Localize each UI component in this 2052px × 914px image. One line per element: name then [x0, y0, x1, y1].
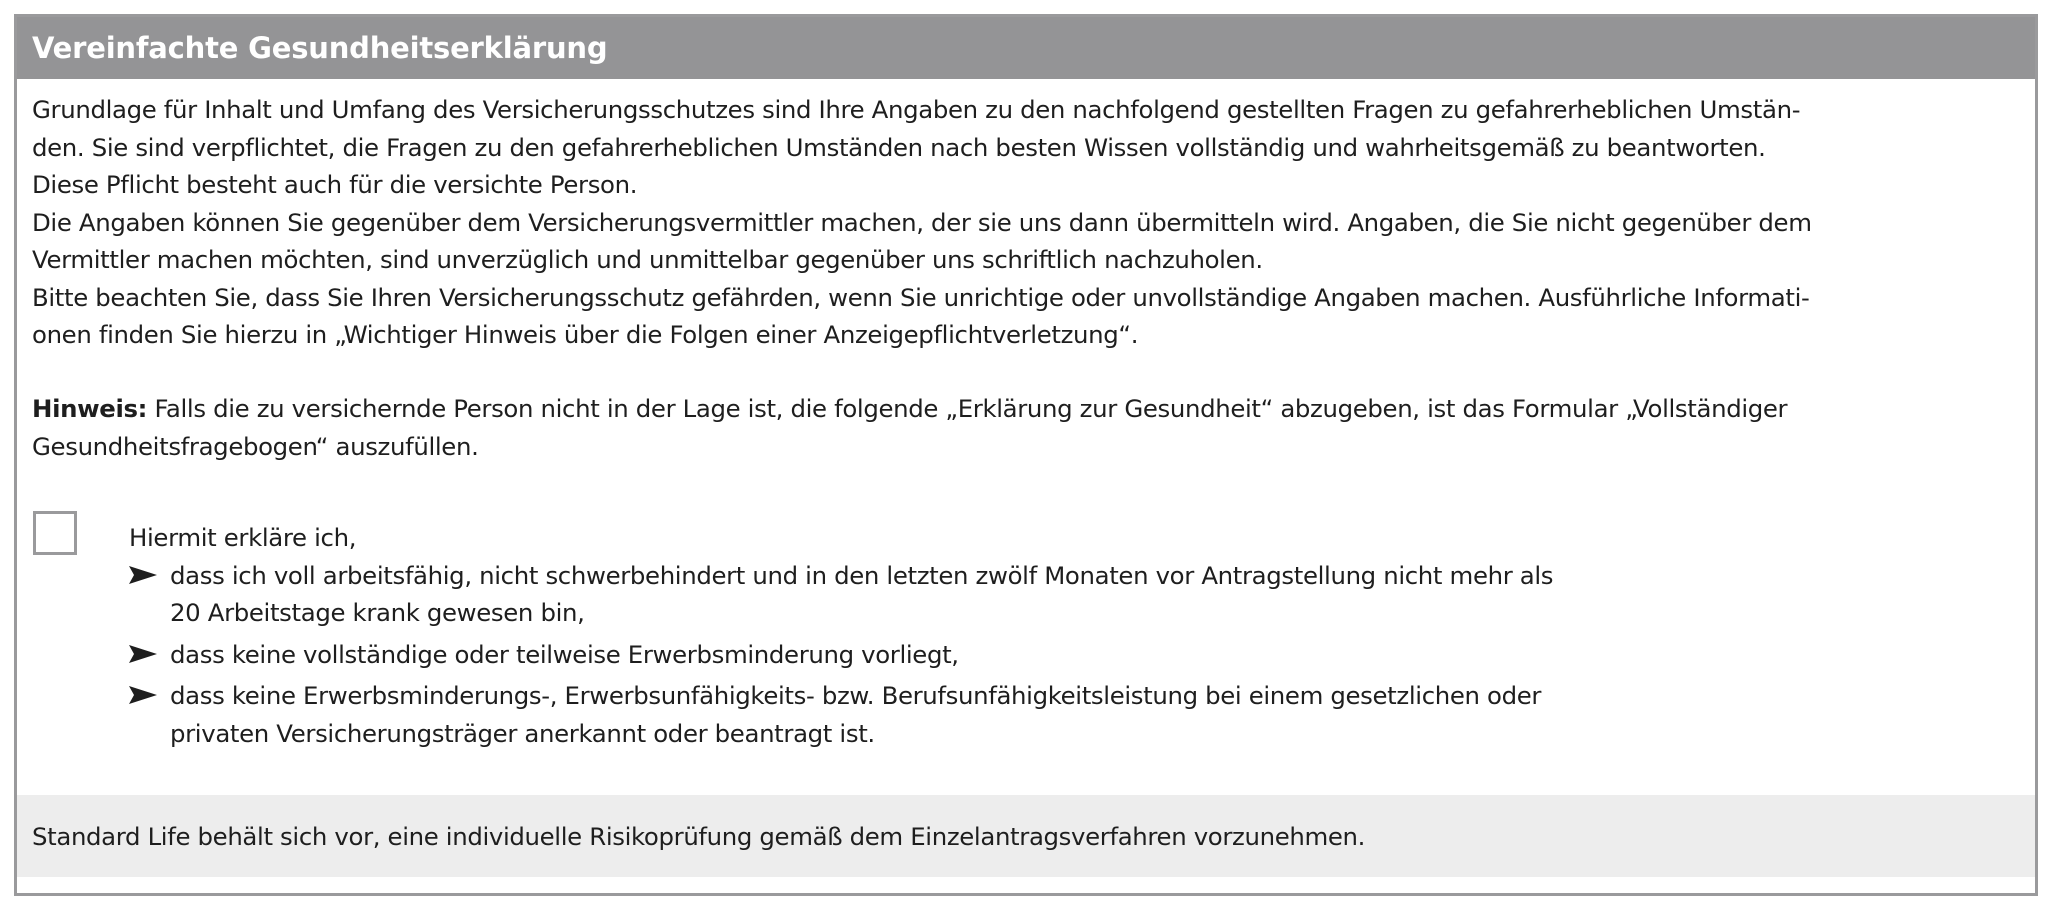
note-line: Gesundheitsfragebogen“ auszufüllen.: [32, 431, 479, 461]
note-label: Hinweis:: [32, 394, 148, 423]
list-item: [129, 677, 1829, 752]
list-item-text: 20 Arbeitstage krank gewesen bin,: [170, 598, 585, 627]
consent-intro: Hiermit erkläre ich,: [129, 523, 357, 552]
intro-line: Die Angaben können Sie gegenüber dem Versicherungsvermittler machen, der sie uns dann übermitteln wird. Angaben, die Sie nicht gegenüber dem: [32, 207, 1812, 237]
intro-line: Grundlage für Inhalt und Umfang des Versicherungsschutzes sind Ihre Angaben zu den nachfolgend gestellten Fragen zu gefahrerheblichen Umstän-: [32, 95, 1801, 124]
consent-checkbox[interactable]: [33, 511, 77, 555]
intro-line: Diese Pflicht besteht auch für die versichte Person.: [32, 170, 638, 199]
list-item-text: dass keine Erwerbsminderungs-, Erwerbsunfähigkeits- bzw. Berufsunfähigkeitsleistung bei einem gesetzlichen oder: [170, 681, 1542, 710]
intro-line: den. Sie sind verpflichtet, die Fragen zu den gefahrerheblichen Umständen nach besten Wissen vollständig und wahrheitsgemäß zu beantworten.: [32, 132, 1766, 162]
footer-text: Standard Life behält sich vor, eine individuelle Risikoprüfung gemäß dem Einzelantragsverfahren vorzunehmen.: [32, 821, 1366, 851]
note-line: [32, 390, 2032, 428]
intro-line: Vermittler machen möchten, sind unverzüglich und unmittelbar gegenüber uns schriftlich nachzuholen.: [32, 245, 1263, 274]
intro-line: onen finden Sie hierzu in „Wichtiger Hinweis über die Folgen einer Anzeigepflichtverletzung“.: [32, 320, 1139, 349]
intro-line: Bitte beachten Sie, dass Sie Ihren Versicherungsschutz gefährden, wenn Sie unrichtige oder unvollständige Angaben machen. Ausführliche Informati-: [32, 282, 1810, 312]
triangle-right-icon: [129, 686, 157, 704]
form-title: Vereinfachte Gesundheitserklärung: [32, 31, 608, 65]
list-item-text: dass ich voll arbeitsfähig, nicht schwerbehindert und in den letzten zwölf Monaten vor Antragstellung nicht mehr als: [170, 560, 1554, 590]
health-declaration-form: [14, 14, 2038, 896]
triangle-right-icon: [129, 566, 157, 584]
list-item-text: privaten Versicherungsträger anerkannt oder beantragt ist.: [170, 718, 875, 748]
intro-text: [32, 91, 2032, 354]
consent-list: [129, 557, 1829, 753]
triangle-right-icon: [129, 645, 157, 663]
form-header: [17, 17, 2035, 79]
note-block: [32, 390, 2032, 465]
footer-note: [17, 795, 2035, 877]
list-item: [129, 636, 1829, 674]
list-item: [129, 557, 1829, 632]
note-text: Falls die zu versichernde Person nicht in der Lage ist, die folgende „Erklärung zur Gesundheit“ abzugeben, ist das Formular „Vollständiger: [147, 394, 1788, 423]
consent-declaration: [129, 519, 1829, 754]
list-item-text: dass keine vollständige oder teilweise Erwerbsminderung vorliegt,: [170, 639, 959, 669]
